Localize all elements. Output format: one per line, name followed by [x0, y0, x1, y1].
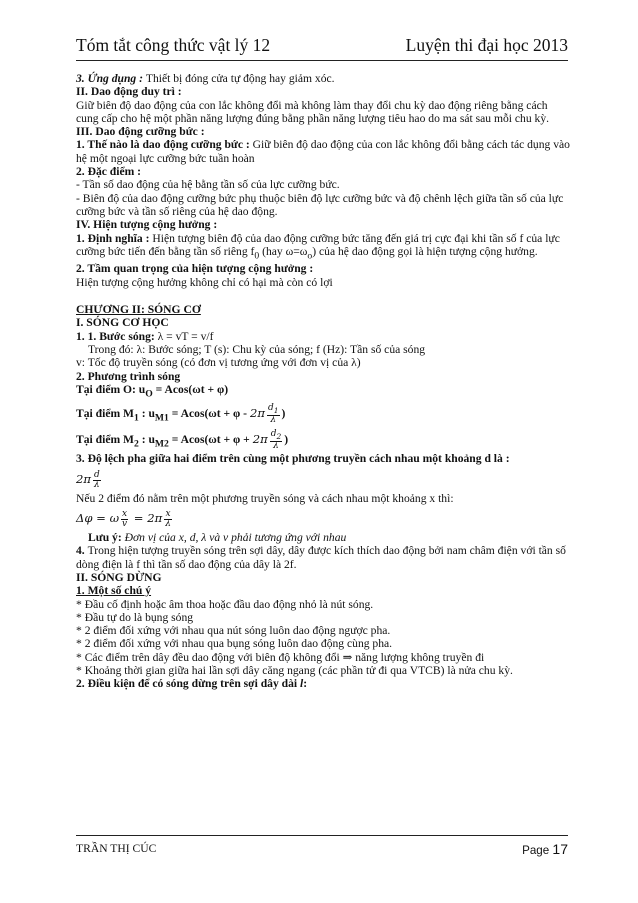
heading-dao-dong-duy-tri: II. Dao động duy trì :: [76, 85, 182, 99]
para-neu-2-diem: Nếu 2 điểm đó nằm trên một phương truyền sóng và cách nhau một khoảng x thì:: [76, 491, 454, 505]
list-item: * Các điểm trên dây đều dao động với biên độ không đổi ⇒ năng lượng không truyền đi: [76, 650, 485, 664]
para-duy-tri: Giữ biên độ dao động của con lắc không đổi mà không làm thay đổi chu kỳ dao động riêng bằng cách cung cấp cho hệ một phần năng lượng đúng bằng phần năng lượng tiêu hao do ma sát sau mỗi chu kỳ.: [76, 98, 550, 125]
formula-diem-o: Tại điểm O: $u_O = Acos(\omega t + \varphi)$: [76, 382, 229, 400]
heading-song-co-hoc: I. SÓNG CƠ HỌC: [76, 316, 169, 330]
para-trong-do: Trong đó: λ: Bước sóng; T (s): Chu kỳ của sóng; f (Hz): Tần số của sóng: [88, 342, 426, 356]
header-subtitle: Luyện thi đại học 2013: [405, 35, 568, 55]
heading-do-lech-pha: 3. Độ lệch pha giữa hai điểm trên cùng một phương truyền cách nhau một khoảng d là :: [76, 452, 510, 466]
para-dinh-nghia: 1. Định nghĩa : Hiện tượng biên độ của dao động cưỡng bức tăng đến giá trị cực đại khi tần số f của lực cưỡng bức tiến đến bằng tần số riêng $f_0$ (hay $\omega=\omega_o$) của hệ dao động gọi là hiện tượng cộng hưởng.: [76, 231, 560, 262]
page-number: Page 17: [522, 841, 568, 857]
para-co-loi: Hiện tượng cộng hưởng không chỉ có hại mà còn có lợi: [76, 275, 333, 289]
page-header: [76, 34, 568, 61]
page-content: [76, 72, 572, 691]
formula-do-lech-pha: 2π $\frac{d}{\lambda}$: [76, 469, 100, 490]
heading-dac-diem: 2. Đặc điểm :: [76, 165, 142, 179]
page-footer: [76, 835, 568, 860]
para-luu-y: Lưu ý: Đơn vị của x, d, λ và v phải tương ứng với nhau: [88, 531, 347, 545]
formula-delta-phi: Δφ = ω $\frac{x}{v}$ = 2π $\frac{x}{\lambda}$: [76, 508, 171, 529]
heading-dao-dong-cuong-buc: III. Dao động cưỡng bức :: [76, 125, 205, 139]
heading-song-dung: II. SÓNG DỪNG: [76, 570, 162, 584]
formula-diem-m1: Tại điểm $M_1$ : $u_{M1} = Acos(\omega t + \varphi - 2\pi$ $\frac{d_1}{\lambda}$ ): [76, 403, 286, 426]
para-bien-do: - Biên độ của dao động cưỡng bức phụ thuộc biên độ lực cưỡng bức và độ chênh lệch giữa tần số của lực cưỡng bức và tần số riêng của hệ dao động.: [76, 191, 564, 218]
para-toc-do: v: Tốc độ truyền sóng (có đơn vị tương ứng với đơn vị của λ): [76, 356, 361, 370]
para-soi-day: 4. Trong hiện tượng truyền sóng trên sợi dây, dây được kích thích dao động bởi nam châm điện với tần số dòng điện là f thì tần số dao động của dây là 2f.: [76, 544, 566, 571]
list-item: * Khoảng thời gian giữa hai lần sợi dây căng ngang (các phần tử đi qua VTCB) là nửa chu kỳ.: [76, 664, 513, 678]
list-item: * 2 điểm đối xứng với nhau qua nút sóng luôn dao động ngược pha.: [76, 624, 391, 638]
heading-phuong-trinh-song: 2. Phương trình sóng: [76, 369, 181, 383]
heading-dieu-kien: 2. Điều kiện để có sóng dừng trên sợi dây dài l:: [76, 677, 308, 691]
para-buoc-song: 1. 1. Bước sóng: λ = vT = v/f: [76, 329, 214, 343]
para-ung-dung: 3. Ứng dụng : Thiết bị đóng cửa tự động hay giảm xóc.: [76, 72, 335, 85]
list-item: * Đầu cố định hoặc âm thoa hoặc đầu dao động nhỏ là nút sóng.: [76, 597, 374, 611]
formula-diem-m2: Tại điểm $M_2$ : $u_{M2} = Acos(\omega t + \varphi + 2\pi$ $\frac{d_2}{\lambda}$ ): [76, 429, 289, 452]
header-title: Tóm tắt công thức vật lý 12: [76, 35, 271, 55]
para-tan-so: - Tần số dao động của hệ bằng tần số của lực cưỡng bức.: [76, 178, 340, 192]
heading-tam-quan-trong: 2. Tầm quan trọng của hiện tượng cộng hưởng :: [76, 262, 314, 276]
heading-cong-huong: IV. Hiện tượng cộng hưởng :: [76, 218, 218, 232]
heading-chu-y: 1. Một số chú ý: [76, 584, 152, 598]
chapter-title: CHƯƠNG II: SÓNG CƠ: [76, 303, 201, 317]
para-the-nao: 1. Thế nào là dao động cưỡng bức : Giữ biên độ dao động của con lắc không đổi bằng cách tác dụng vào hệ một ngoại lực cưỡng bức tuần hoàn: [76, 138, 570, 165]
list-item: * 2 điểm đối xứng với nhau qua bụng sóng luôn dao động cùng pha.: [76, 637, 393, 651]
list-item: * Đầu tự do là bụng sóng: [76, 610, 194, 624]
footer-author: TRẦN THỊ CÚC: [76, 842, 157, 855]
